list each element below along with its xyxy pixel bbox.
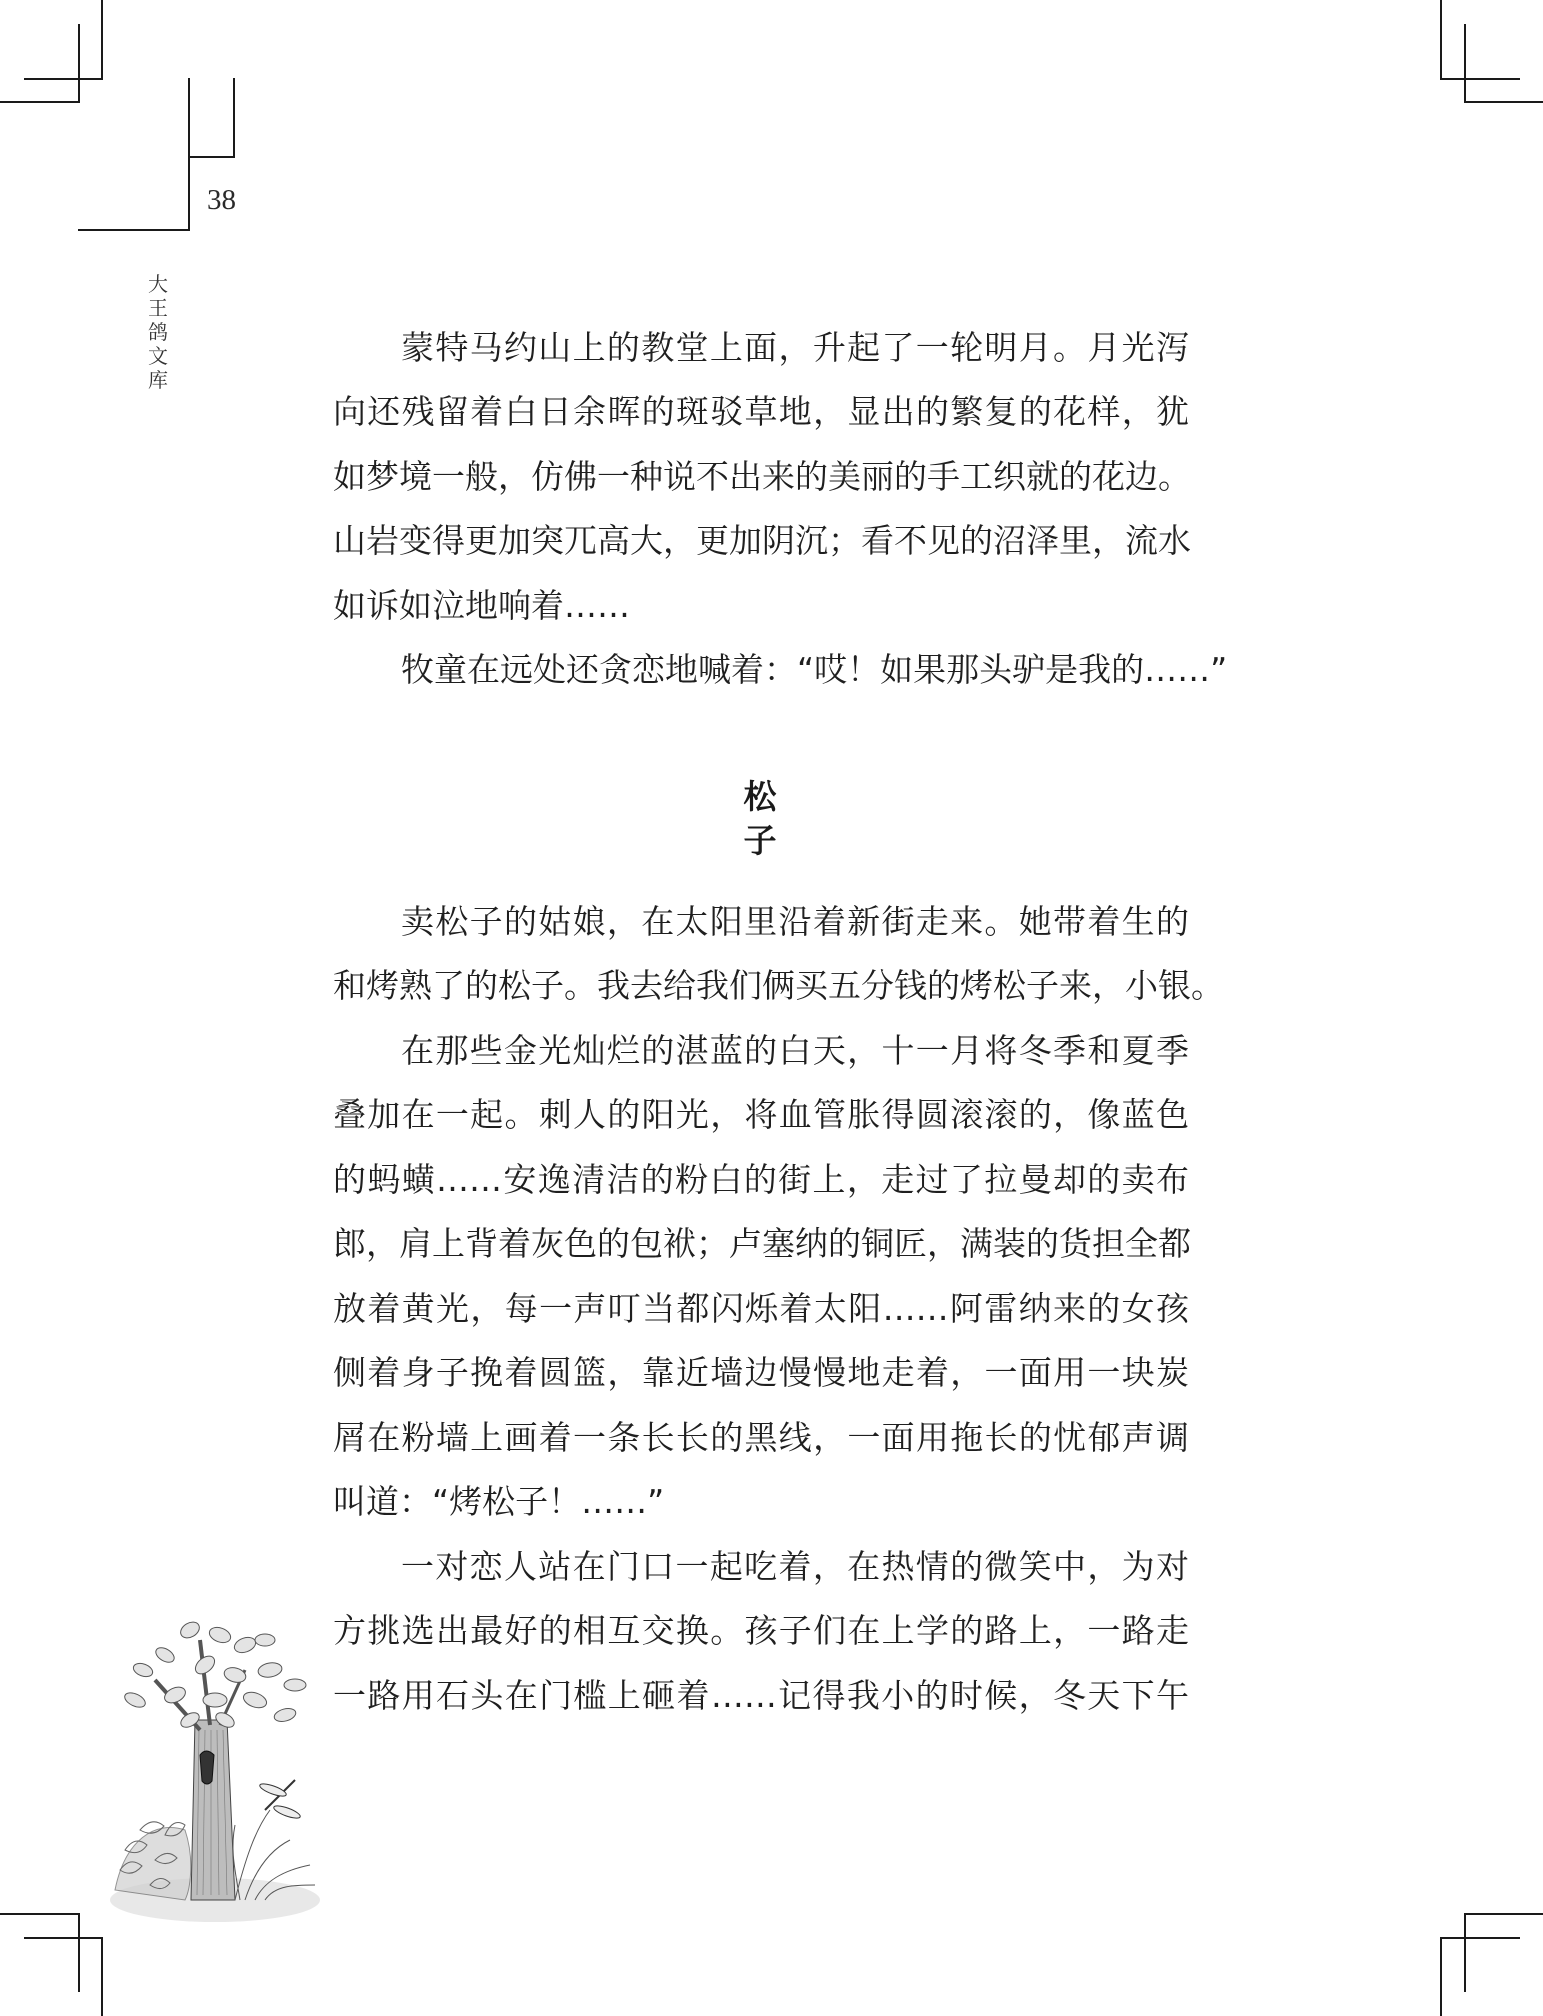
crop-mark-tl-v1 [101,0,103,79]
text-line: 叠加在一起。刺人的阳光，将血管胀得圆滚滚的，像蓝色 [333,1095,1189,1134]
text-line: 和烤熟了的松子。我去给我们俩买五分钱的烤松子来，小银。 [333,966,1224,1005]
tree-illustration [95,1600,330,1930]
page-number: 38 [207,184,236,216]
text-line: 一对恋人站在门口一起吃着，在热情的微笑中，为对 [401,1547,1189,1586]
text-line: 蒙特马约山上的教堂上面，升起了一轮明月。月光泻 [401,328,1189,367]
text-line: 一路用石头在门槛上砸着……记得我小的时候，冬天下午 [333,1676,1189,1715]
crop-mark-tl-h2 [0,101,80,103]
text-line: 如诉如泣地响着…… [333,586,630,625]
crop-mark-tr-v1 [1440,0,1442,79]
text-line: 叫道：“烤松子！……” [333,1482,665,1521]
crop-mark-tl-v2 [78,24,80,103]
text-line: 牧童在远处还贪恋地喊着：“哎！如果那头驴是我的……” [401,650,1228,689]
crop-mark-br-v1 [1464,1913,1466,1992]
text-line: 郎，肩上背着灰色的包袱；卢塞纳的铜匠，满装的货担全都 [333,1224,1191,1263]
text-line: 在那些金光灿烂的湛蓝的白天，十一月将冬季和夏季 [401,1031,1189,1070]
page-bracket-outer-h [78,229,190,231]
page-bracket-inner-v [233,78,235,158]
text-line: 如梦境一般，仿佛一种说不出来的美丽的手工织就的花边。 [333,457,1191,496]
crop-mark-tr-h2 [1464,101,1543,103]
text-line: 的蚂蟥……安逸清洁的粉白的街上，走过了拉曼却的卖布 [333,1160,1189,1199]
crop-mark-br-v2 [1440,1937,1442,2016]
crop-mark-br-h1 [1464,1913,1543,1915]
text-line: 侧着身子挽着圆篮，靠近墙边慢慢地走着，一面用一块炭 [333,1353,1189,1392]
text-line: 屑在粉墙上画着一条长长的黑线，一面用拖长的忧郁声调 [333,1418,1189,1457]
text-line: 方挑选出最好的相互交换。孩子们在上学的路上，一路走 [333,1611,1189,1650]
page-bracket-outer-v [188,78,190,230]
crop-mark-tl-h1 [24,78,103,80]
crop-mark-tr-v2 [1464,24,1466,103]
crop-mark-bl-v1 [78,1913,80,1992]
crop-mark-bl-h2 [24,1937,103,1939]
series-label-vertical: 大王鸽文库 [148,272,168,392]
chapter-title: 松子 [743,777,811,860]
crop-mark-br-h2 [1440,1937,1520,1939]
text-line: 卖松子的姑娘，在太阳里沿着新街走来。她带着生的 [401,902,1189,941]
text-line: 向还残留着白日余晖的斑驳草地，显出的繁复的花样，犹 [333,392,1189,431]
crop-mark-bl-h1 [0,1913,80,1915]
crop-mark-bl-v2 [101,1937,103,2016]
crop-mark-tr-h1 [1440,78,1520,80]
text-line: 山岩变得更加突兀高大，更加阴沉；看不见的沼泽里，流水 [333,521,1191,560]
text-line: 放着黄光，每一声叮当都闪烁着太阳……阿雷纳来的女孩 [333,1289,1189,1328]
page-bracket-inner-h [188,156,235,158]
